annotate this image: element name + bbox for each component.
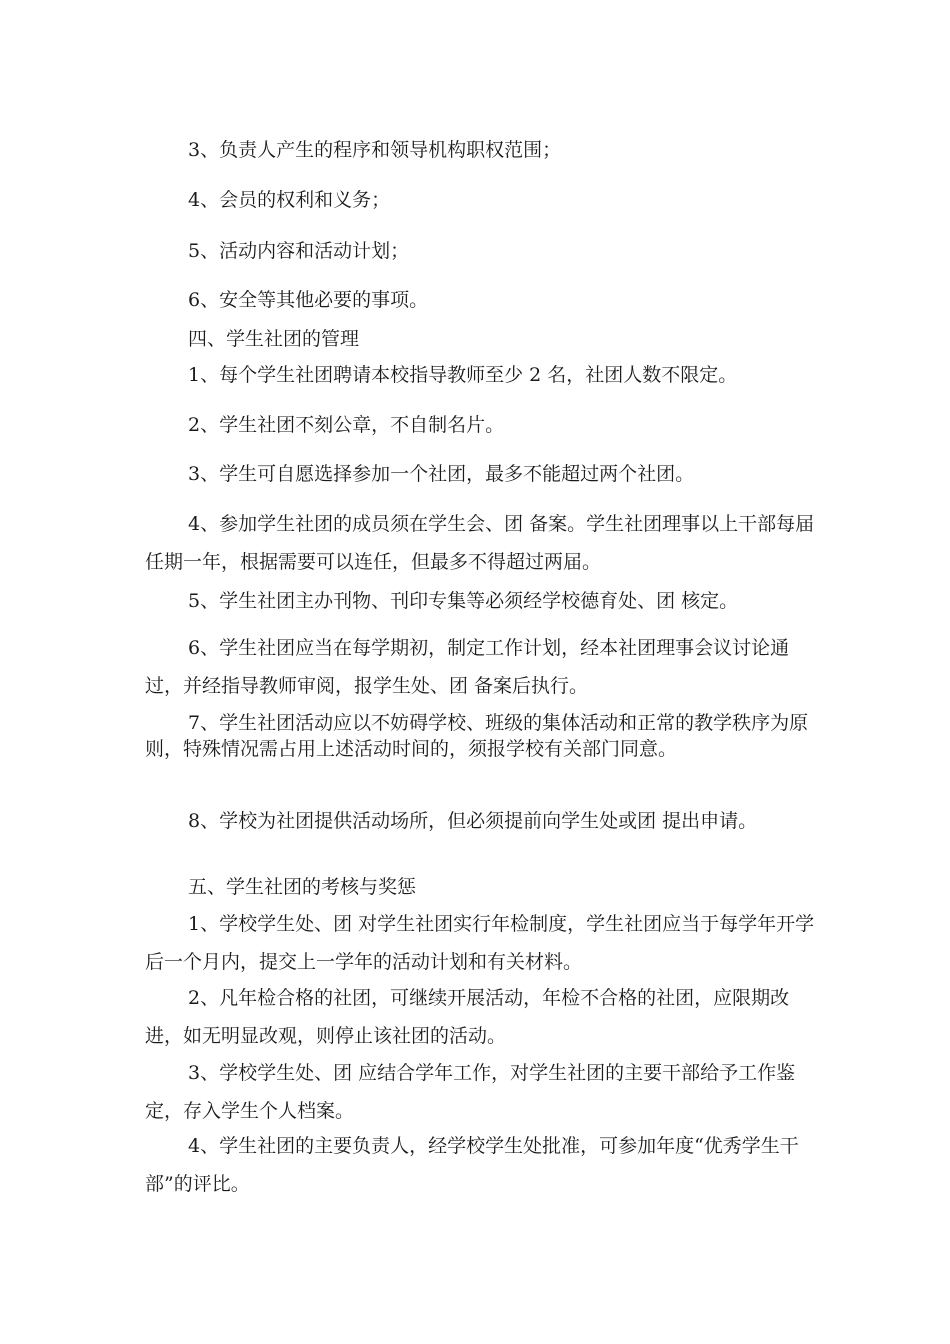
section-heading-assessment: 五、学生社团的考核与奖惩 <box>188 876 417 898</box>
assessment-item-3: 3、学校学生处、团 应结合学年工作，对学生社团的主要干部给予工作鉴定，存入学生个人档案。 <box>145 1062 796 1122</box>
management-item-1: 1、每个学生社团聘请本校指导教师至少 2 名，社团人数不限定。 <box>188 364 738 386</box>
paragraph-5-activity-content: 5、活动内容和活动计划； <box>188 240 410 262</box>
section-heading-management: 四、学生社团的管理 <box>188 328 360 350</box>
assessment-item-1: 1、学校学生处、团 对学生社团实行年检制度，学生社团应当于每学年开学后一个月内，提交上一学年的活动计划和有关材料。 <box>145 913 815 973</box>
management-item-2: 2、学生社团不刻公章，不自制名片。 <box>188 414 505 436</box>
management-item-3: 3、学生可自愿选择参加一个社团，最多不能超过两个社团。 <box>188 463 695 485</box>
assessment-item-2: 2、凡年检合格的社团，可继续开展活动，年检不合格的社团，应限期改进，如无明显改观，则停止该社团的活动。 <box>145 987 790 1047</box>
assessment-item-4: 4、学生社团的主要负责人，经学校学生处批准，可参加年度“优秀学生干部”的评比。 <box>145 1135 799 1195</box>
management-item-7: 7、学生社团活动应以不妨碍学校、班级的集体活动和正常的教学秩序为原则，特殊情况需占用上述活动时间的，须报学校有关部门同意。 <box>145 712 809 760</box>
paragraph-3-responsible-person: 3、负责人产生的程序和领导机构职权范围； <box>188 139 562 161</box>
paragraph-4-member-rights: 4、会员的权利和义务； <box>188 189 391 211</box>
management-item-4: 4、参加学生社团的成员须在学生会、团 备案。学生社团理事以上干部每届任期一年，根据需要可以连任，但最多不得超过两届。 <box>145 513 815 573</box>
management-item-5: 5、学生社团主办刊物、刊印专集等必须经学校德育处、团 核定。 <box>188 590 739 612</box>
paragraph-6-safety: 6、安全等其他必要的事项。 <box>188 289 429 311</box>
management-item-6: 6、学生社团应当在每学期初，制定工作计划，经本社团理事会议讨论通过，并经指导教师审阅，报学生处、团 备案后执行。 <box>145 637 790 697</box>
management-item-8: 8、学校为社团提供活动场所，但必须提前向学生处或团 提出申请。 <box>188 810 758 832</box>
